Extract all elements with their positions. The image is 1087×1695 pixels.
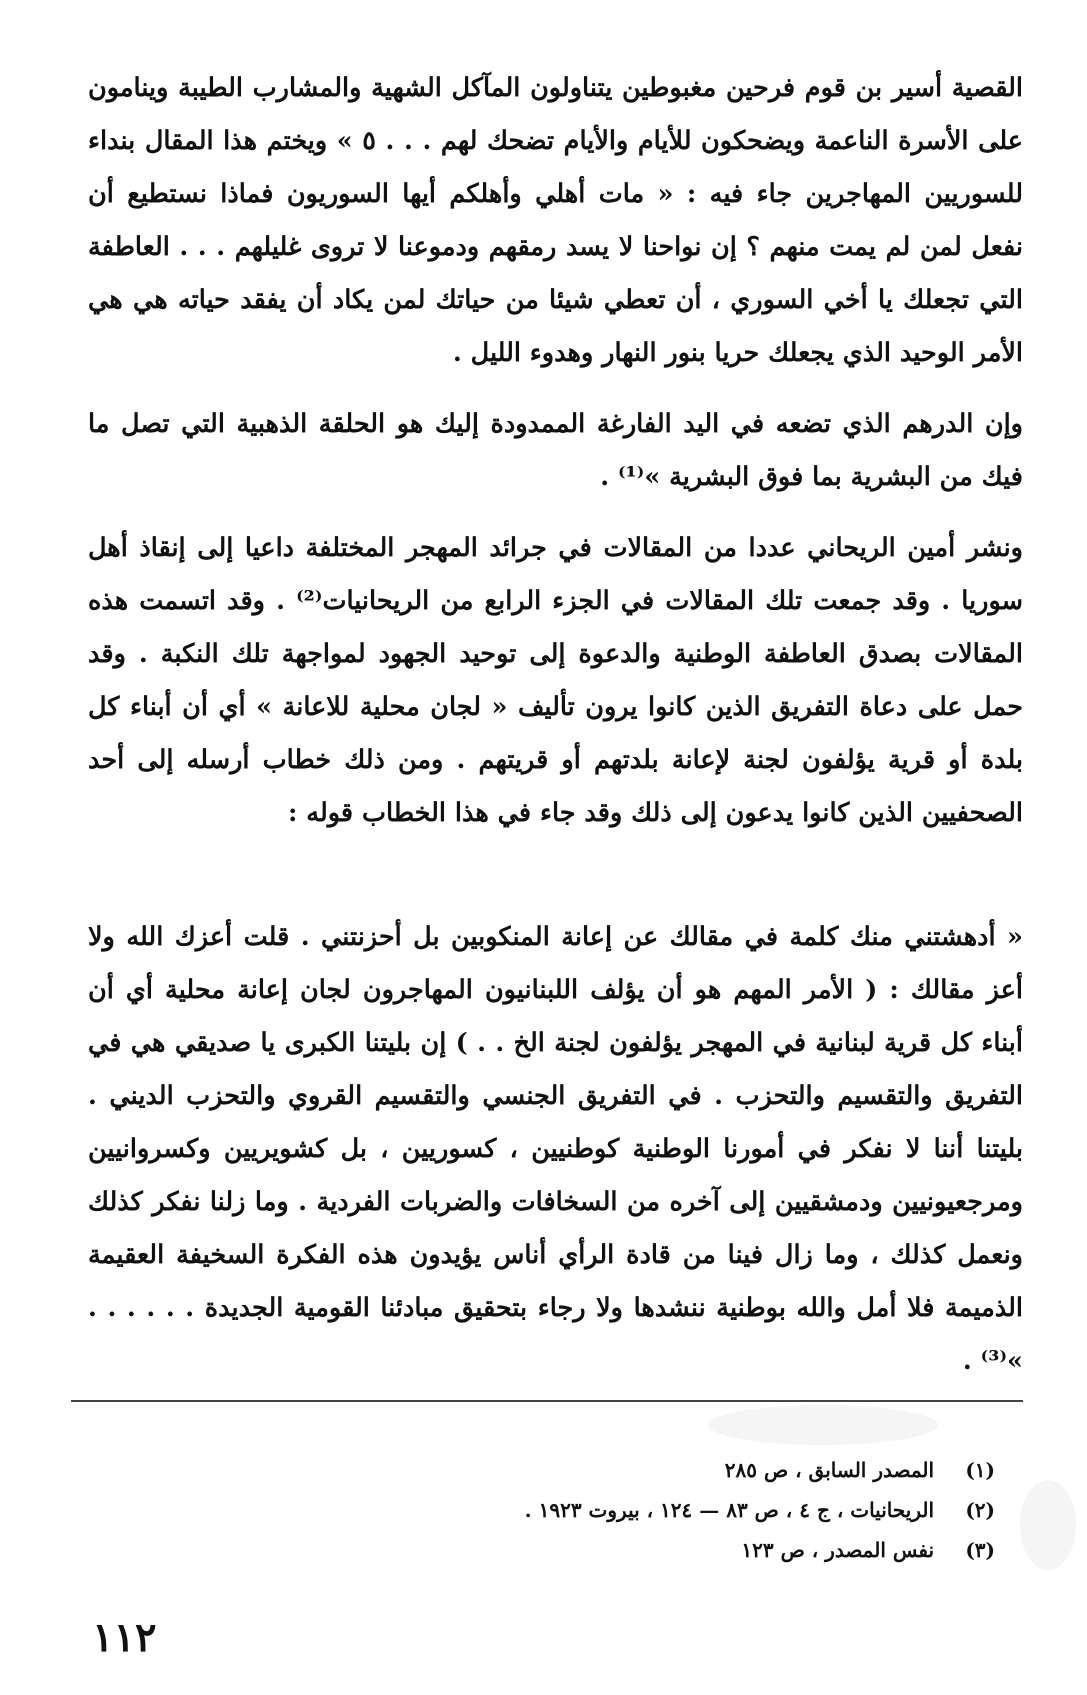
scan-smudge-edge [1020, 1480, 1076, 1570]
footnote-divider [71, 1400, 1023, 1402]
footnote-3-number: (٣) [965, 1538, 995, 1562]
scan-smudge [708, 1405, 938, 1445]
page-number: ١١٢ [92, 1614, 157, 1661]
footnote-2-number: (٢) [965, 1498, 995, 1522]
footnotes [135, 1450, 995, 1570]
footnote-2-text: الريحانيات ، ج ٤ ، ص ٨٣ — ١٢٤ ، بيروت ١٩٢٣ . [524, 1498, 935, 1522]
footnote-3-text: نفس المصدر ، ص ١٢٣ [741, 1538, 935, 1562]
footnote-1-number: (١) [965, 1458, 995, 1482]
paragraph-1: القصية أسير بن قوم فرحين مغبوطين يتناولون المآكل الشهية والمشارب الطيبة وينامون على الأسرة الناعمة ويضحكون للأيام والأيام تضحك لهم . . . ٥ » ويختم هذا المقال بنداء للسوريين المهاجرين جاء فيه : « مات أهلي وأهلكم أيها السوريون فماذا نستطيع أن نفعل لمن لم يمت منهم ؟ إن نواحنا لا يسد رمقهم ودموعنا لا تروى غليلهم . . . العاطفة التي تجعلك يا أخي السوري ، أن تعطي شيئا من حياتك لمن يكاد أن يفقد حياته هي هي الأمر الوحيد الذي يجعلك حريا بنور النهار وهدوء الليل . [88, 73, 1023, 368]
paragraph-2: وإن الدرهم الذي تضعه في اليد الفارغة الممدودة إليك هو الحلقة الذهبية التي تصل ما فيك من البشرية بما فوق البشرية »⁽¹⁾ . [88, 409, 1023, 492]
paragraph-4-quote: « أدهشتني منك كلمة في مقالك عن إعانة المنكوبين بل أحزنتني . قلت أعزك الله ولا أعز مقالك : ( الأمر المهم هو أن يؤلف اللبنانيون المهاجرون لجان إعانة محلية أي أن أبناء كل قرية لبنانية في المهجر يؤلفون لجنة الخ . . ) إن بليتنا الكبرى يا صديقي هي في التفريق والتقسيم والتحزب . في التفريق الجنسي والتقسيم القروي والتحزب الديني . بليتنا أننا لا نفكر في أمورنا الوطنية كوطنيين ، كسوريين ، بل كشويريين وكسروانيين ومرجعيونيين ودمشقيين إلى آخره من السخافات والضربات الفردية . وما زلنا نفكر كذلك ونعمل كذلك ، وما زال فينا من قادة الرأي أناس يؤيدون هذه الفكرة السخيفة العقيمة الذميمة فلا أمل والله بوطنية ننشدها ولا رجاء بتحقيق مبادئنا القومية الجديدة . . . . . . »⁽³⁾ . [88, 922, 1023, 1376]
footnote-2 [135, 1490, 995, 1530]
footnote-1-text: المصدر السابق ، ص ٢٨٥ [724, 1458, 935, 1482]
footnote-1 [135, 1450, 995, 1490]
footnote-3 [135, 1530, 995, 1570]
paragraph-3: ونشر أمين الريحاني عددا من المقالات في جرائد المهجر المختلفة داعيا إلى إنقاذ أهل سوريا . وقد جمعت تلك المقالات في الجزء الرابع من الريحانيات⁽²⁾ . وقد اتسمت هذه المقالات بصدق العاطفة الوطنية والدعوة إلى توحيد الجهود لمواجهة تلك النكبة . وقد حمل على دعاة التفريق الذين كانوا يرون تأليف « لجان محلية للاعانة » أي أن أبناء كل بلدة أو قرية يؤلفون لجنة لإعانة بلدتهم أو قريتهم . ومن ذلك خطاب أرسله إلى أحد الصحفيين الذين كانوا يدعون إلى ذلك وقد جاء في هذا الخطاب قوله : [88, 533, 1023, 828]
